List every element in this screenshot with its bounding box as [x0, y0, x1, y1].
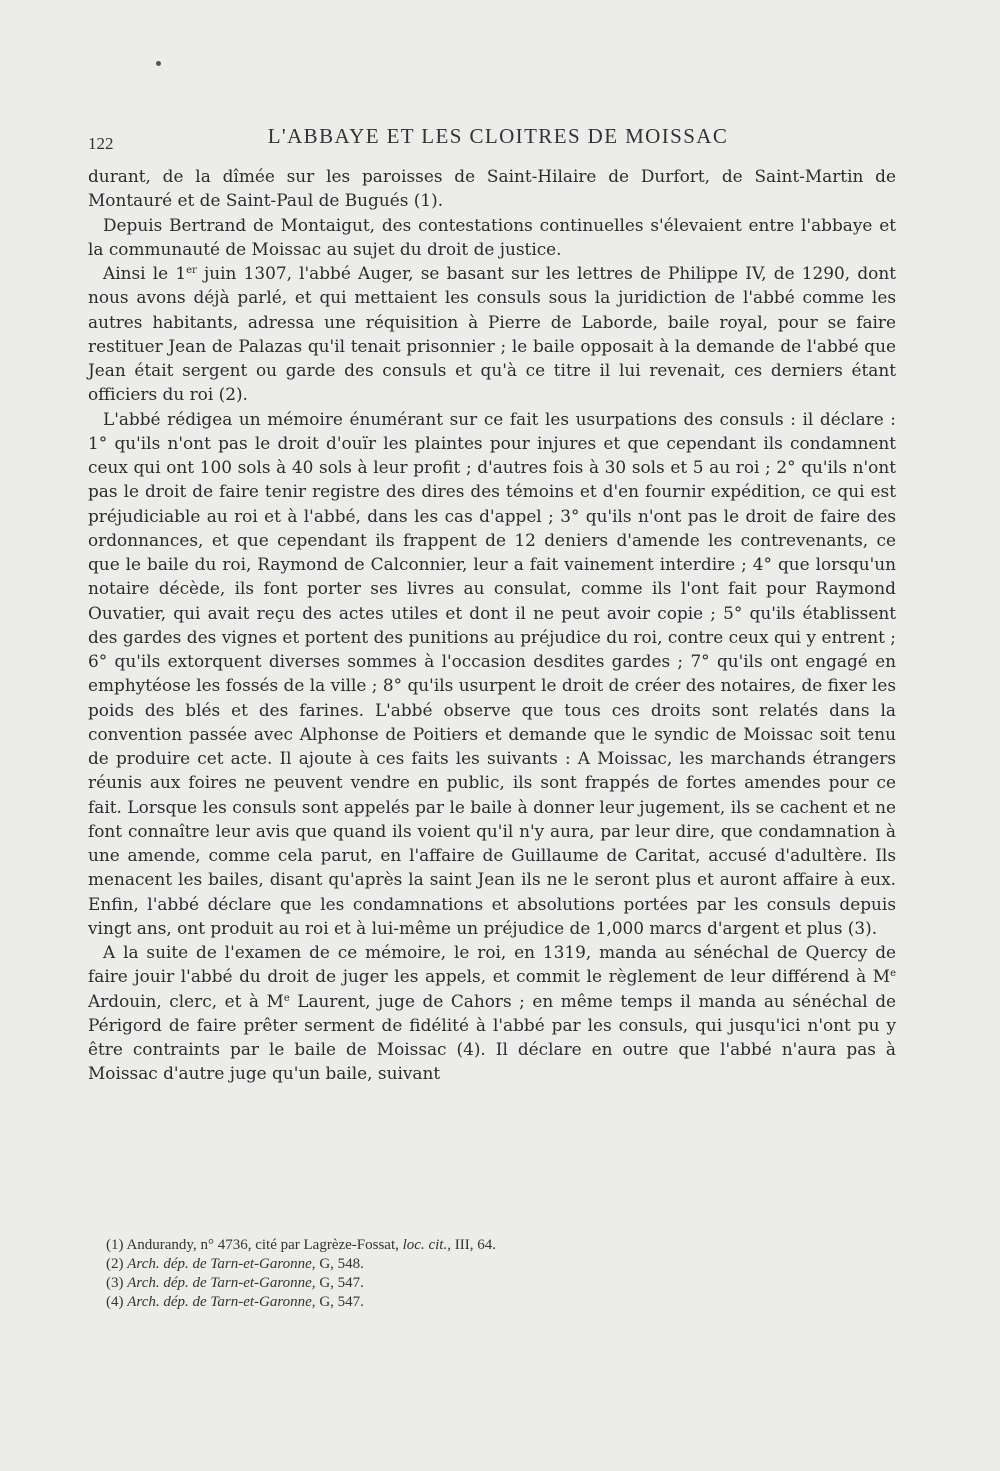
footnote-italic: Arch. dép. de Tarn-et-Garonne,	[127, 1294, 316, 1310]
footnote	[106, 1274, 706, 1293]
paragraph-3-rest: juin 1307, l'abbé Auger, se basant sur les lettres de Philippe IV, de 1290, dont nous avons déjà parlé, et qui mettaient les consuls sous la juridiction de l'abbé comme les autres habitants, adressa une réquisition à Pierre de Laborde, baile royal, pour se faire restituer Jean de Palazas qu'il tenait prisonnier ; le baile opposait à la demande de l'abbé que Jean était sergent ou garde des consuls et qu'à ce titre il lui revenait, ces derniers étant officiers du roi (2).	[88, 263, 896, 405]
paragraph-1: durant, de la dîmée sur les paroisses de Saint-Hilaire de Durfort, de Saint-Martin de Montauré et de Saint-Paul de Bugués (1).	[88, 166, 896, 211]
page-header	[88, 124, 908, 160]
footnote	[106, 1293, 706, 1312]
footnotes	[106, 1236, 706, 1312]
maitre-superscript-2: e	[283, 992, 290, 1004]
paragraph-5	[88, 940, 896, 1086]
footnote-rest: G, 548.	[315, 1256, 364, 1272]
footnote	[106, 1236, 706, 1255]
footnote-rest: G, 547.	[315, 1294, 364, 1310]
paragraph-5-rest: Laurent, juge de Cahors ; en même temps il manda au sénéchal de Périgord de faire prêter serment de fidélité à l'abbé par les consuls, qui jusqu'ici n'ont pu y être contraints par le baile de Moissac (4). Il déclare en outre que l'abbé n'aura pas à Moissac d'autre juge qu'un baile, suivant	[88, 990, 896, 1084]
footnote-italic: Arch. dép. de Tarn-et-Garonne,	[127, 1275, 316, 1291]
footnote	[106, 1255, 706, 1274]
paragraph-2: Depuis Bertrand de Montaigut, des contestations continuelles s'élevaient entre l'abbaye et la communauté de Moissac au sujet du droit de justice.	[88, 214, 896, 259]
ordinal-superscript: er	[186, 265, 197, 276]
footnote-italic: loc. cit.,	[402, 1237, 451, 1253]
running-title: L'ABBAYE ET LES CLOITRES DE MOISSAC	[267, 124, 729, 148]
ink-speck	[156, 61, 161, 66]
footnote-rest: G, 547.	[315, 1275, 364, 1291]
maitre-superscript-1: e	[890, 968, 896, 980]
paragraph-3-start: Ainsi le 1	[103, 263, 187, 283]
footnote-number: (1)	[106, 1237, 124, 1253]
footnote-italic: Arch. dép. de Tarn-et-Garonne,	[127, 1256, 316, 1272]
paragraph-5-middle: Ardouin, clerc, et à M	[88, 990, 284, 1011]
footnote-number: (2)	[106, 1256, 124, 1272]
footnote-number: (3)	[106, 1275, 124, 1291]
body-text	[88, 164, 896, 1086]
footnote-rest: III, 64.	[450, 1237, 496, 1253]
paragraph-5-start: A la suite de l'examen de ce mémoire, le roi, en 1319, manda au sénéchal de Quercy de faire jouir l'abbé du droit de juger les appels, et commit le règlement de leur différend à M	[88, 942, 896, 987]
footnote-text: Andurandy, n° 4736, cité par Lagrèze-Fossat,	[126, 1237, 403, 1253]
page-number: 122	[88, 134, 114, 153]
footnote-number: (4)	[106, 1294, 124, 1310]
paragraph-3	[88, 261, 896, 407]
paragraph-4: L'abbé rédigea un mémoire énumérant sur ce fait les usurpations des consuls : il déclare : 1° qu'ils n'ont pas le droit d'ouïr les plaintes pour injures et que cependant ils condamnent ceux qui ont 100 sols à 40 sols à leur profit ; d'autres fois à 30 sols et 5 au roi ; 2° qu'ils n'ont pas le droit de faire tenir registre des dires des témoins et d'en fournir expédition, ce qui est préjudiciable au roi et à l'abbé, dans les cas d'appel ; 3° qu'ils n'ont pas le droit de faire des ordonnances, et que cependant ils frappent de 12 deniers d'amende les contrevenants, ce que le baile du roi, Raymond de Calconnier, leur a fait vainement interdire ; 4° que lorsqu'un notaire décède, ils font porter ses livres au consulat, comme ils l'ont fait pour Raymond Ouvatier, qui avait reçu des actes utiles et dont il ne peut avoir copie ; 5° qu'ils établissent des gardes des vignes et portent des punitions au préjudice du roi, contre ceux qui y entrent ; 6° qu'ils extorquent diverses sommes à l'occasion desdites gardes ; 7° qu'ils ont engagé en emphytéose les fossés de la ville ; 8° qu'ils usurpent le droit de créer des notaires, de fixer les poids des blés et des farines. L'abbé observe que tous ces droits sont relatés dans la convention passée avec Alphonse de Poitiers et demande que le syndic de Moissac soit tenu de produire cet acte. Il ajoute à ces faits les suivants : A Moissac, les marchands étrangers réunis aux foires ne peuvent vendre en public, ils sont frappés de fortes amendes pour ce fait. Lorsque les consuls sont appelés par le baile à donner leur jugement, ils se cachent et ne font connaître leur avis que quand ils voient qu'il n'y aura, par leur dire, que condamnation à une amende, comme cela parut, en l'affaire de Guillaume de Caritat, accusé d'adultère. Ils menacent les bailes, disant qu'après la saint Jean ils ne le seront plus et auront affaire à eux. Enfin, l'abbé déclare que les condamnations et absolutions portées par les consuls depuis vingt ans, ont produit au roi et à lui-même un préjudice de 1,000 marcs d'argent et plus (3).	[88, 408, 896, 938]
